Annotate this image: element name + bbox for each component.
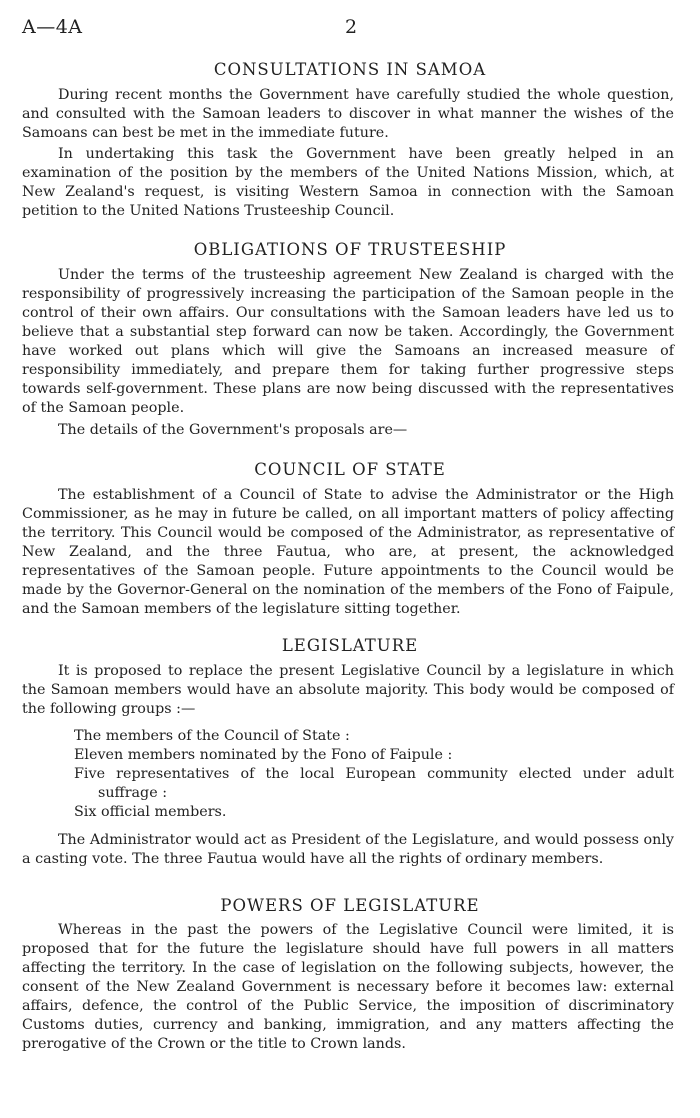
paragraph-consultations-2: In undertaking this task the Government have been greatly helped in an examination of the position by the members of the United Nations Mission, which, at New Zealand's request, is visiting Western Samoa in connection with the Samoan petition to the United Nations Trusteeship Council.: [22, 146, 674, 219]
list-item: Six official members.: [74, 804, 227, 820]
paragraph-obligations-1: Under the terms of the trusteeship agreement New Zealand is charged with the responsibility of progressively increasing the participation of the Samoan people in the control of their own affairs. Our consultations with the Samoan leaders have led us to believe that a substantial step forward can now be taken. Accordingly, the Government have worked out plans which will give the Samoans an increased measure of responsibility immediately, and prepare them for taking further progressive steps towards self-government. These plans are now being discussed with the representatives of the Samoan people.: [22, 267, 674, 416]
list-item: Eleven members nominated by the Fono of Faipule :: [74, 747, 453, 763]
paragraph-legislature-2: The Administrator would act as President of the Legislature, and would possess only a casting vote. The three Fautua would have all the rights of ordinary members.: [22, 832, 674, 867]
heading-powers-of-legislature: POWERS OF LEGISLATURE: [220, 896, 480, 915]
legislature-groups-list: [74, 727, 674, 822]
paragraph-legislature-1: It is proposed to replace the present Legislative Council by a legislature in which the Samoan members would have an absolute majority. This body would be composed of the following groups :—: [22, 663, 674, 717]
paragraph-powers-1: Whereas in the past the powers of the Legislative Council were limited, it is proposed that for the future the legislature should have full powers in all matters affecting the territory. In the case of legislation on the following subjects, however, the consent of the New Zealand Government is necessary before it becomes law: external affairs, defence, the control of the Public Service, the imposition of discriminatory Customs duties, currency and banking, immigration, and any matters affecting the prerogative of the Crown or the title to Crown lands.: [22, 922, 674, 1052]
paragraph-council-1: The establishment of a Council of State to advise the Administrator or the High Commissioner, as he may in future be called, on all important matters of policy affecting the territory. This Council would be composed of the Administrator, as representative of New Zealand, and the three Fautua, who are, at present, the acknowledged representatives of the Samoan people. Future appointments to the Council would be made by the Governor-General on the nomination of the members of the Fono of Faipule, and the Samoan members of the legislature sitting together.: [22, 487, 674, 617]
document-reference: A—4A: [22, 16, 83, 38]
list-item: The members of the Council of State :: [74, 728, 350, 744]
heading-consultations: CONSULTATIONS IN SAMOA: [213, 60, 487, 79]
list-item: Five representatives of the local European community elected under adult suffrage :: [74, 766, 674, 801]
paragraph-obligations-2: The details of the Government's proposals are—: [58, 422, 408, 438]
paragraph-consultations-1: During recent months the Government have carefully studied the whole question, and consulted with the Samoan leaders to discover in what manner the wishes of the Samoans can best be met in the immediate future.: [22, 87, 674, 141]
heading-legislature: LEGISLATURE: [281, 636, 419, 655]
page-number: 2: [345, 16, 358, 38]
heading-obligations: OBLIGATIONS OF TRUSTEESHIP: [193, 240, 507, 259]
heading-council-of-state: COUNCIL OF STATE: [254, 460, 446, 479]
